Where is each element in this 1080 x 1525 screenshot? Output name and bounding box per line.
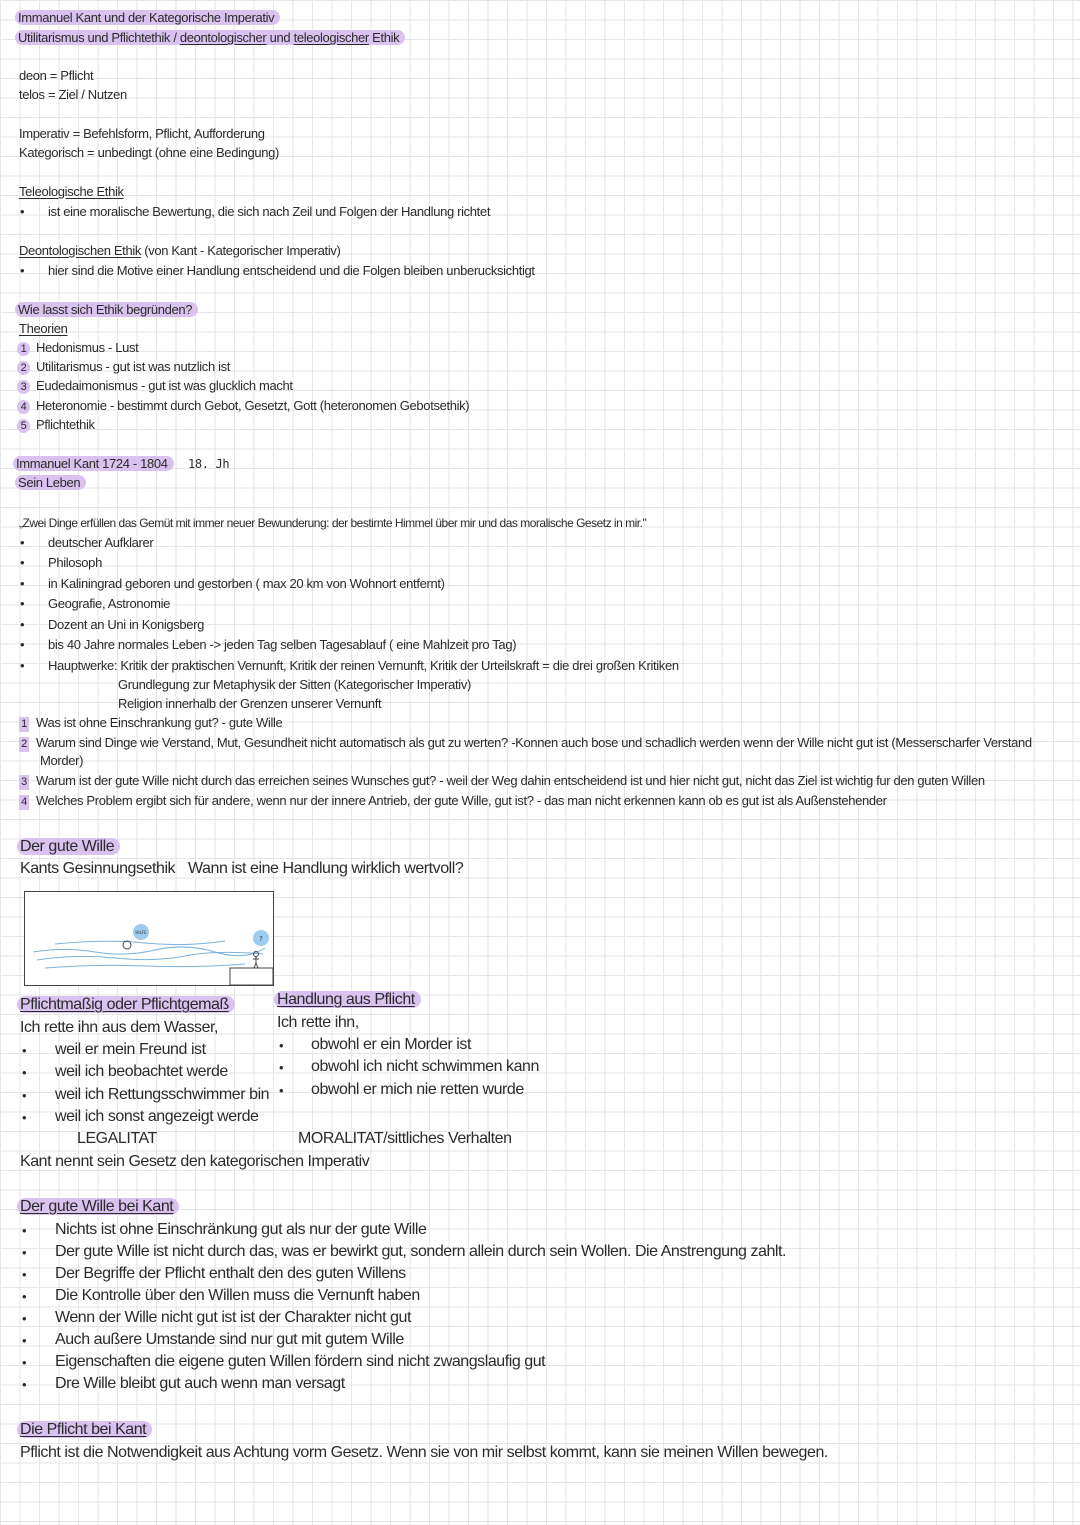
kant-question: 1 Was ist ohne Einschrankung gut? - gute Wille [19,715,282,732]
left-item: weil er mein Freund ist [55,1041,206,1058]
wille-subheading: Kants Gesinnungsethik [20,860,176,877]
bullet-icon: • [279,1083,284,1098]
bullet-icon: • [22,1110,27,1125]
bullet-icon: • [20,637,25,652]
deonto-text: hier sind die Motive einer Handlung entscheidend und die Folgen bleiben unberucksichtigt [48,263,535,278]
kant-century: 18. Jh [188,457,230,471]
kant-question: 2 Warum sind Dinge wie Verstand, Mut, Gesundheit nicht automatisch als gut zu werten? -Konnen auch bose und schadlich werden wenn der Wille nicht gut ist (Messerscharfer Verstand [19,735,1032,752]
bullet-icon: • [22,1355,27,1370]
kant-heading: Immanuel Kant 1724 - 1804 [16,456,174,472]
left-item: weil ich beobachtet werde [55,1063,228,1080]
theory-item: 2 Utilitarismus - gut ist was nutzlich ist [17,359,230,375]
wille-kant-item: Nichts ist ohne Einschränkung gut als nur der gute Wille [55,1221,427,1238]
pflicht-text: Pflicht ist die Notwendigkeit aus Achtung vorm Gesetz. Wenn sie von mir selbst kommt, kann sie meinen Willen bewegen. [20,1444,828,1461]
right-column-intro: Ich rette ihn, [277,1014,359,1031]
page-title: Immanuel Kant und der Kategorische Imperativ [18,10,280,26]
def-deon: deon = Pflicht [19,68,94,83]
def-telos: telos = Ziel / Nutzen [19,87,127,102]
wille-kant-item: Dre Wille bleibt gut auch wenn man versagt [55,1375,345,1392]
teleo-text: ist eine moralische Bewertung, die sich nach Zeil und Folgen der Handlung richtet [48,204,491,219]
bullet-icon: • [22,1245,27,1260]
teleo-heading: Teleologische Ethik [19,184,124,199]
pflicht-heading: Die Pflicht bei Kant [20,1420,152,1440]
kant-fact: bis 40 Jahre normales Leben -> jeden Tag selben Tagesablauf ( eine Mahlzeit pro Tag) [48,637,517,652]
page-subtitle: Utilitarismus und Pflichtethik / deontologischer und teleologischer Ethik [18,30,405,46]
bullet-icon: • [20,596,25,611]
bullet-icon: • [22,1333,27,1348]
wille-kant-item: Auch außere Umstande sind nur gut mit gutem Wille [55,1331,404,1348]
theory-item: 5 Pflichtethik [17,417,95,433]
left-column-intro: Ich rette ihn aus dem Wasser, [20,1019,219,1036]
bullet-icon: • [279,1060,284,1075]
bullet-icon: • [22,1223,27,1238]
wille-heading: Der gute Wille [20,837,120,857]
theories-question: Wie lasst sich Ethik begründen? [18,302,198,318]
bullet-icon: • [20,658,25,673]
kant-work: Religion innerhalb der Grenzen unserer Vernunft [118,696,382,711]
bullet-icon: • [20,617,25,632]
bullet-icon: • [20,576,25,591]
right-column-heading: Handlung aus Pflicht [277,990,421,1010]
left-item: weil ich Rettungsschwimmer bin [55,1086,270,1103]
bullet-icon: • [22,1043,27,1058]
theory-item: 3 Eudedaimonismus - gut ist was glucklich macht [17,378,293,394]
wille-kant-item: Die Kontrolle über den Willen muss die Vernunft haben [55,1287,420,1304]
kant-life-heading: Sein Leben [18,475,86,491]
right-item: obwohl er ein Morder ist [311,1036,471,1053]
deonto-heading: Deontologischen Ethik (von Kant - Kategorischer Imperativ) [19,243,341,258]
left-column-heading: Pflichtmaßig oder Pflichtgemaß [20,995,235,1015]
sketch-label-help: HILFE [135,930,147,935]
moralitat-label: MORALITAT/sittliches Verhalten [298,1130,512,1147]
bullet-icon: • [20,535,25,550]
bullet-icon: • [22,1088,27,1103]
bullet-icon: • [22,1311,27,1326]
wille-kant-item: Wenn der Wille nicht gut ist ist der Charakter nicht gut [55,1309,412,1326]
sketch-label-question: ? [259,935,263,943]
kant-fact: deutscher Aufklarer [48,535,154,550]
kant-work: Grundlegung zur Metaphysik der Sitten (Kategorischer Imperativ) [118,677,471,692]
kant-fact: Hauptwerke: Kritik der praktischen Vernunft, Kritik der reinen Vernunft, Kritik der Urteilskraft = die drei großen Kritiken [48,658,679,673]
legalitat-label: LEGALITAT [77,1130,157,1147]
kant-fact: Dozent an Uni in Konigsberg [48,617,205,632]
bullet-icon: • [22,1377,27,1392]
kant-question: 4 Welches Problem ergibt sich für andere, wenn nur der innere Antrieb, der gute Wille, gut ist? - das man nicht erkennen kann ob es gut ist als Außenstehender [19,793,887,810]
wille-kant-item: Der gute Wille ist nicht durch das, was er bewirkt gut, sondern allein durch sein Wollen. Die Anstrengung zahlt. [55,1243,787,1260]
kant-fact: Geografie, Astronomie [48,596,170,611]
bullet-icon: • [20,555,25,570]
bullet-icon: • [22,1065,27,1080]
kant-fact: Philosoph [48,555,102,570]
theories-heading: Theorien [19,321,68,336]
theory-item: 1 Hedonismus - Lust [17,340,138,356]
right-item: obwohl ich nicht schwimmen kann [311,1058,539,1075]
wille-question: Wann ist eine Handlung wirklich wertvoll? [188,860,464,877]
drowning-sketch [24,891,274,986]
def-imperativ: Imperativ = Befehlsform, Pflicht, Aufforderung [19,126,265,141]
kant-question: 3 Warum ist der gute Wille nicht durch das erreichen seines Wunsches gut? - weil der Weg dahin entscheidend ist und hier nicht gut, nicht das Ziel ist wichtig fur den guten Willen [19,773,985,790]
wille-kant-heading: Der gute Wille bei Kant [20,1197,179,1217]
kant-quote: „Zwei Dinge erfüllen das Gemüt mit immer neuer Bewunderung: der bestirnte Himmel über mir und das moralische Gesetz in mir." [19,516,647,530]
kant-fact: in Kaliningrad geboren und gestorben ( max 20 km von Wohnort entfernt) [48,576,445,591]
def-kategorisch: Kategorisch = unbedingt (ohne eine Bedingung) [19,145,279,160]
bullet-icon: • [20,263,25,278]
bullet-icon: • [20,204,25,219]
theory-item: 4 Heteronomie - bestimmt durch Gebot, Gesetzt, Gott (heteronomen Gebotsethik) [17,398,469,414]
kant-question-cont: Morder) [40,753,84,768]
bullet-icon: • [22,1267,27,1282]
right-item: obwohl er mich nie retten wurde [311,1081,524,1098]
left-item: weil ich sonst angezeigt werde [55,1108,259,1125]
categorical-law: Kant nennt sein Gesetz den kategorischen Imperativ [20,1153,370,1170]
wille-kant-item: Eigenschaften die eigene guten Willen fördern sind nicht zwangslaufig gut [55,1353,546,1370]
wille-kant-item: Der Begriffe der Pflicht enthalt den des guten Willens [55,1265,406,1282]
bullet-icon: • [22,1289,27,1304]
bullet-icon: • [279,1038,284,1053]
